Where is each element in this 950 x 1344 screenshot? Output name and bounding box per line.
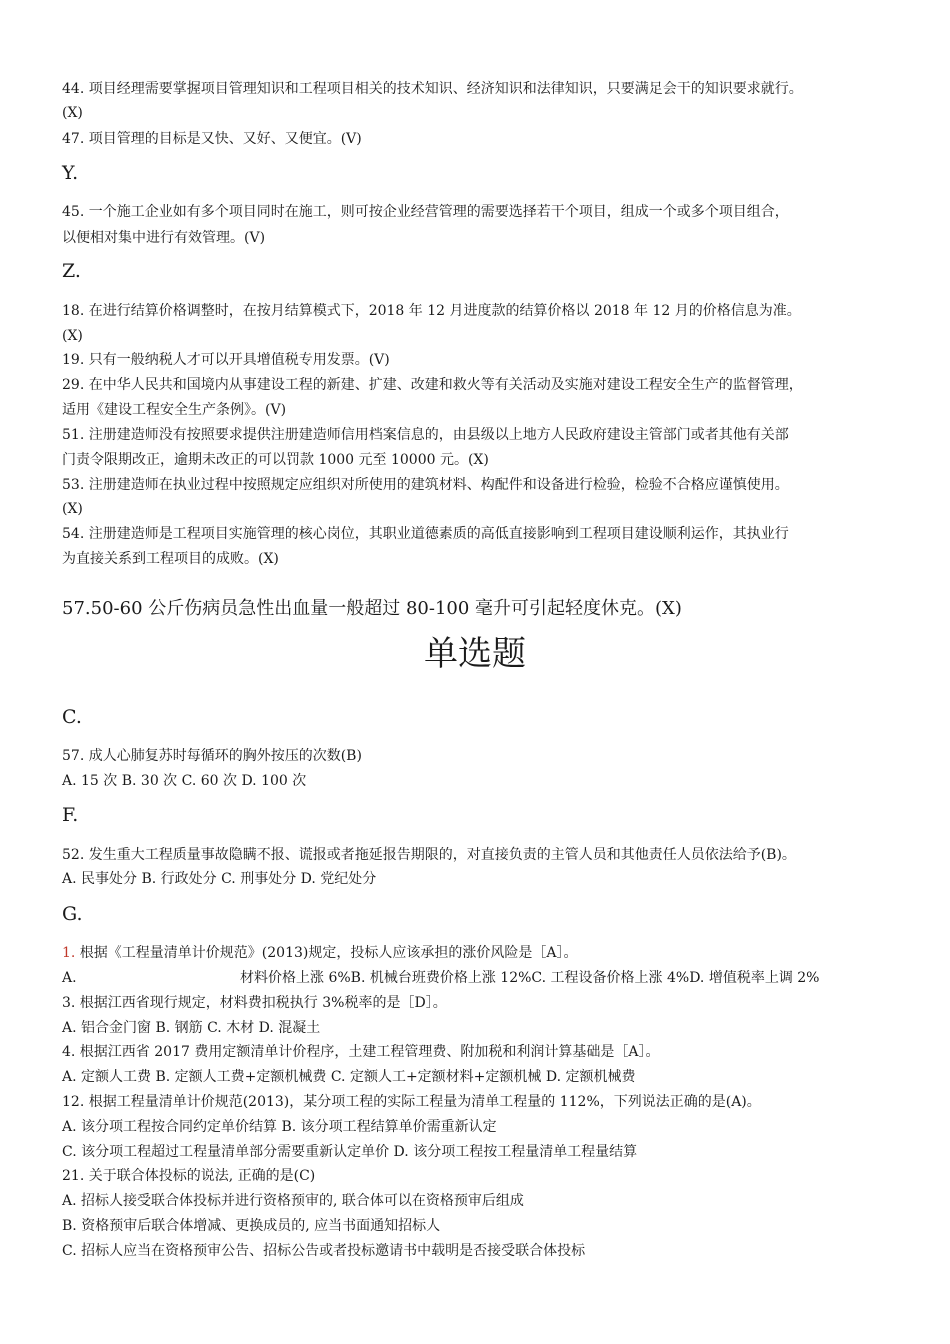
text-line: 53. 注册建造师在执业过程中按照规定应组织对所使用的建筑材料、构配件和设备进行检验，检验不合格应谨慎使用。 (62, 477, 789, 493)
text-line: 以便相对集中进行有效管理。(V) (62, 230, 266, 246)
section-letter: Y. (62, 162, 79, 184)
text-line: (X) (62, 501, 83, 517)
option-line: A. 铝合金门窗 B. 钢筋 C. 木材 D. 混凝土 (62, 1020, 321, 1036)
text-line: 29. 在中华人民共和国境内从事建设工程的新建、扩建、改建和救火等有关活动及实施对建设工程安全生产的监督管理， (62, 377, 803, 393)
text-line: 19. 只有一般纳税人才可以开具增值税专用发票。(V) (62, 352, 390, 368)
section-letter: Z. (62, 260, 81, 282)
option-line: C. 招标人应当在资格预审公告、招标公告或者投标邀请书中载明是否接受联合体投标 (62, 1243, 586, 1259)
text-line: 47. 项目管理的目标是又快、又好、又便宜。(V) (62, 131, 362, 147)
option-line: A. 招标人接受联合体投标并进行资格预审的, 联合体可以在资格预审后组成 (62, 1193, 524, 1209)
option-line: A. 该分项工程按合同约定单价结算 B. 该分项工程结算单价需重新认定 (62, 1119, 497, 1135)
option-line: 材料价格上涨 6%B. 机械台班费价格上涨 12%C. 工程设备价格上涨 4%D. 增值税率上调 2% (240, 970, 820, 986)
question-line (62, 944, 577, 962)
question-line: 3. 根据江西省现行规定，材料费扣税执行 3%税率的是［D］。 (62, 995, 447, 1011)
question-line: 57. 成人心肺复苏时每循环的胸外按压的次数(B) (62, 748, 362, 764)
text-line: (X) (62, 105, 83, 121)
text-line: 18. 在进行结算价格调整时，在按月结算模式下，2018 年 12 月进度款的结算价格以 2018 年 12 月的价格信息为准。 (62, 303, 801, 319)
question-line: 12. 根据工程量清单计价规范(2013)，某分项工程的实际工程量为清单工程量的 112%，下列说法正确的是(A)。 (62, 1094, 761, 1110)
option-line: A. 民事处分 B. 行政处分 C. 刑事处分 D. 党纪处分 (62, 871, 377, 887)
option-label: A. (62, 970, 77, 986)
text-line: 适用《建设工程安全生产条例》。(V) (62, 402, 287, 418)
text-line: (X) (62, 328, 83, 344)
question-text: 根据《工程量清单计价规范》(2013)规定，投标人应该承担的涨价风险是［A］。 (75, 945, 578, 961)
text-line: 门责令限期改正，逾期未改正的可以罚款 1000 元至 10000 元。(X) (62, 452, 489, 468)
question-line: 21. 关于联合体投标的说法, 正确的是(C) (62, 1168, 316, 1184)
text-line: 44. 项目经理需要掌握项目管理知识和工程项目相关的技术知识、经济知识和法律知识，只要满足会干的知识要求就行。 (62, 81, 803, 97)
section-letter: C. (62, 706, 82, 728)
text-line: 57.50-60 公斤伤病员急性出血量一般超过 80-100 毫升可引起轻度休克。(X) (62, 598, 682, 619)
option-line: C. 该分项工程超过工程量清单部分需要重新认定单价 D. 该分项工程按工程量清单工程量结算 (62, 1144, 638, 1160)
section-letter: G. (62, 903, 83, 925)
text-line: 54. 注册建造师是工程项目实施管理的核心岗位，其职业道德素质的高低直接影响到工程项目建设顺利运作，其执业行 (62, 526, 789, 542)
section-title: 单选题 (424, 634, 526, 674)
text-line: 45. 一个施工企业如有多个项目同时在施工，则可按企业经营管理的需要选择若干个项目，组成一个或多个项目组合， (62, 204, 789, 220)
option-line: B. 资格预审后联合体增减、更换成员的, 应当书面通知招标人 (62, 1218, 441, 1234)
section-letter: F. (62, 804, 79, 826)
question-line: 4. 根据江西省 2017 费用定额清单计价程序，土建工程管理费、附加税和利润计算基础是［A］。 (62, 1044, 660, 1060)
question-line: 52. 发生重大工程质量事故隐瞒不报、谎报或者拖延报告期限的，对直接负责的主管人员和其他责任人员依法给予(B)。 (62, 847, 796, 863)
option-line: A. 定额人工费 B. 定额人工费+定额机械费 C. 定额人工+定额材料+定额机械 D. 定额机械费 (62, 1069, 636, 1085)
question-number: 1. (62, 945, 76, 961)
text-line: 51. 注册建造师没有按照要求提供注册建造师信用档案信息的，由县级以上地方人民政府建设主管部门或者其他有关部 (62, 427, 789, 443)
text-line: 为直接关系到工程项目的成败。(X) (62, 551, 279, 567)
option-line: A. 15 次 B. 30 次 C. 60 次 D. 100 次 (62, 773, 307, 789)
